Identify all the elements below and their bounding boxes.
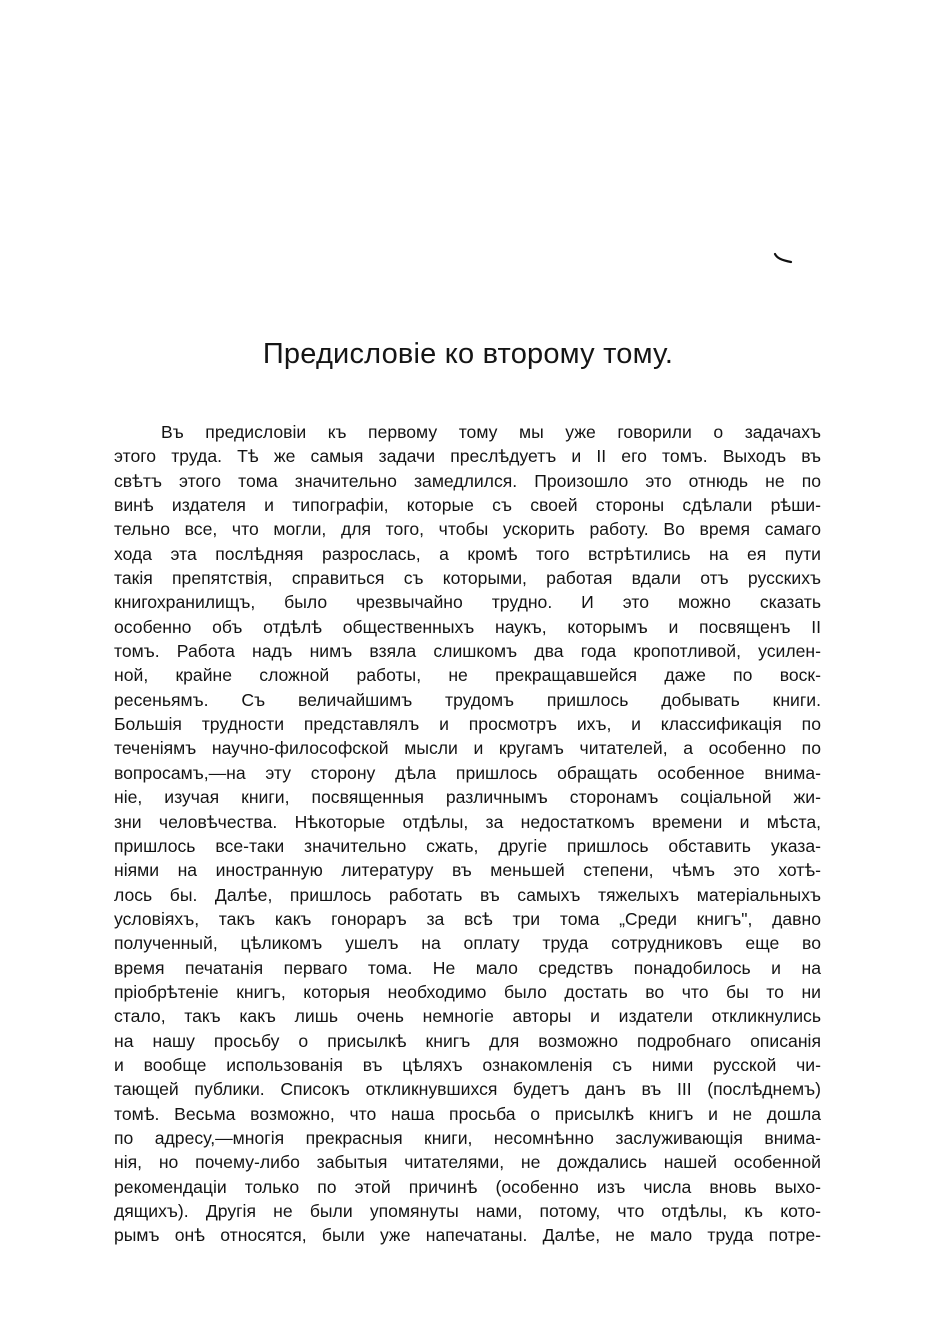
pencil-mark bbox=[773, 252, 793, 264]
text-line: и вообще использованія въ цѣляхъ ознакомленія съ ними русской чи- bbox=[114, 1054, 821, 1075]
text-line: теченіямъ научно-философской мысли и кругамъ читателей, а особенно по bbox=[114, 738, 821, 759]
text-line: такія препятствія, справиться съ которыми, работая вдали отъ русскихъ bbox=[114, 568, 821, 589]
text-line: пришлось все-таки значительно сжать, другіе пришлось обставить указа- bbox=[114, 835, 821, 856]
text-line: томъ. Работа надъ нимъ взяла слишкомъ два года кропотливой, усилен- bbox=[114, 641, 821, 662]
text-line: полученный, цѣликомъ ушелъ на оплату труда сотрудниковъ еще во bbox=[114, 933, 821, 954]
body-text bbox=[114, 420, 821, 1248]
text-line: тельно все, что могли, для того, чтобы ускорить работу. Во время самаго bbox=[114, 519, 821, 540]
text-line: стало, такъ какъ лишь очень немногіе авторы и издатели откликнулись bbox=[114, 1006, 821, 1027]
text-line: тающей публики. Списокъ откликнувшихся будетъ данъ въ III (послѣднемъ) bbox=[114, 1079, 821, 1100]
text-line: по адресу,—многія прекрасныя книги, несомнѣнно заслуживающія внима- bbox=[114, 1127, 821, 1148]
text-line: лось бы. Далѣе, пришлось работать въ самыхъ тяжелыхъ матеріальныхъ bbox=[114, 884, 821, 905]
text-line: ніе, изучая книги, посвященныя различнымъ сторонамъ соціальной жи- bbox=[114, 787, 821, 808]
text-line: вопросамъ,—на эту сторону дѣла пришлось обращать особенное внима- bbox=[114, 762, 821, 783]
text-line: винѣ издателя и типографіи, которые съ своей стороны сдѣлали рѣши- bbox=[114, 495, 821, 516]
text-line: ресеньямъ. Съ величайшимъ трудомъ пришлось добывать книги. bbox=[114, 689, 821, 710]
text-line: рекомендаціи только по этой причинѣ (особенно изъ числа вновь выхо- bbox=[114, 1176, 821, 1197]
text-line: Въ предисловіи къ первому тому мы уже говорили о задачахъ bbox=[161, 422, 821, 442]
page-title: Предисловіе ко второму тому. bbox=[262, 338, 674, 370]
text-line: ніями на иностранную литературу въ меньшей степени, чѣмъ это хотѣ- bbox=[114, 860, 821, 881]
text-line: рымъ онѣ относятся, были уже напечатаны. Далѣе, не мало труда потре- bbox=[114, 1225, 821, 1246]
text-line: особенно объ отдѣлѣ общественныхъ наукъ, которымъ и посвященъ II bbox=[114, 616, 821, 637]
text-line: нія, но почему-либо забытыя читателями, не дождались нашей особенной bbox=[114, 1152, 821, 1173]
text-line: этого труда. Тѣ же самыя задачи преслѣдуетъ и II его томъ. Выходъ въ bbox=[114, 446, 821, 467]
text-line: книгохранилищъ, было чрезвычайно трудно. И это можно сказать bbox=[114, 592, 821, 613]
text-line: условіяхъ, такъ какъ гонораръ за всѣ три тома „Среди книгъ", давно bbox=[114, 908, 821, 929]
text-line: время печатанія перваго тома. Не мало средствъ понадобилось и на bbox=[114, 957, 821, 978]
text-line: томѣ. Весьма возможно, что наша просьба о присылкѣ книгъ и не дошла bbox=[114, 1103, 821, 1124]
text-line: Большія трудности представлялъ и просмотръ ихъ, и классификація по bbox=[114, 714, 821, 735]
text-line: зни человѣчества. Нѣкоторые отдѣлы, за недостаткомъ времени и мѣста, bbox=[114, 811, 821, 832]
text-line: дящихъ). Другія не были упомянуты нами, потому, что отдѣлы, къ кото- bbox=[114, 1201, 821, 1221]
text-line: хода эта послѣдняя разрослась, а кромѣ того встрѣтились на ея пути bbox=[114, 543, 821, 564]
text-line: на нашу просьбу о присылкѣ книгъ для возможно подробнаго описанія bbox=[114, 1030, 821, 1051]
text-line: свѣтъ этого тома значительно замедлился. Произошло это отнюдь не по bbox=[114, 470, 821, 491]
text-line: ной, крайне сложной работы, не прекращавшейся даже по воск- bbox=[114, 665, 821, 686]
text-line: пріобрѣтеніе книгъ, которыя необходимо было достать во что бы то ни bbox=[114, 981, 821, 1002]
